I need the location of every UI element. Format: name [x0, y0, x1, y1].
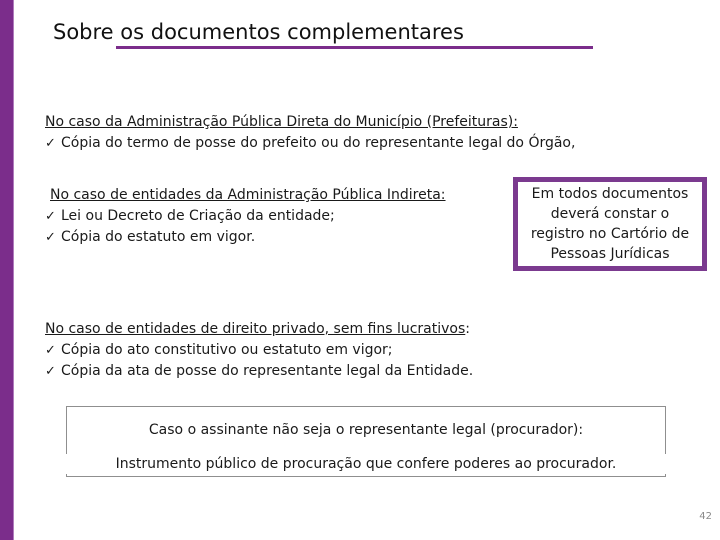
list-item-text: Cópia do estatuto em vigor. [61, 229, 256, 245]
check-icon: ✓ [45, 343, 56, 358]
list-item-text: Lei ou Decreto de Criação da entidade; [61, 208, 335, 224]
section-private-heading: No caso de entidades de direito privado, sem fins lucrativos [45, 321, 466, 337]
section-direct-heading: No caso da Administração Pública Direta do Município (Prefeituras): [45, 114, 518, 130]
proxy-requirement-text: Instrumento público de procuração que confere poderes ao procurador. [37, 454, 695, 474]
list-item-text: Cópia do ato constitutivo ou estatuto em vigor; [61, 342, 393, 358]
callout-line: deverá constar o [550, 206, 670, 222]
left-accent-bar-edge [13, 0, 14, 540]
section-indirect-heading: No caso de entidades da Administração Pública Indireta: [50, 187, 446, 203]
list-item [45, 206, 446, 227]
registry-callout-box [513, 177, 707, 271]
title-underline [116, 46, 593, 49]
section-indirect-administration [45, 185, 446, 248]
callout-line: Pessoas Jurídicas [550, 246, 670, 262]
slide-title: Sobre os documentos complementares [53, 20, 464, 44]
check-icon: ✓ [45, 364, 56, 379]
left-accent-bar [0, 0, 13, 540]
callout-line: registro no Cartório de [530, 226, 690, 242]
section-direct-administration [45, 112, 575, 154]
list-item [45, 361, 473, 382]
callout-line: Em todos documentos [531, 186, 689, 202]
list-item [45, 227, 446, 248]
list-item [45, 133, 575, 154]
list-item-text: Cópia do termo de posse do prefeito ou do representante legal do Órgão, [61, 135, 576, 151]
section-private-heading-line [45, 319, 473, 340]
callout-text [531, 184, 689, 264]
proxy-condition-text: Caso o assinante não seja o representante legal (procurador): [148, 422, 584, 438]
proxy-info-box [66, 406, 666, 477]
page-number: 42 [699, 511, 712, 522]
section-private-entities [45, 319, 473, 382]
list-item-text: Cópia da ata de posse do representante legal da Entidade. [61, 363, 474, 379]
section-private-heading-suffix: : [465, 321, 470, 337]
check-icon: ✓ [45, 230, 56, 245]
check-icon: ✓ [45, 209, 56, 224]
list-item [45, 340, 473, 361]
check-icon: ✓ [45, 136, 56, 151]
